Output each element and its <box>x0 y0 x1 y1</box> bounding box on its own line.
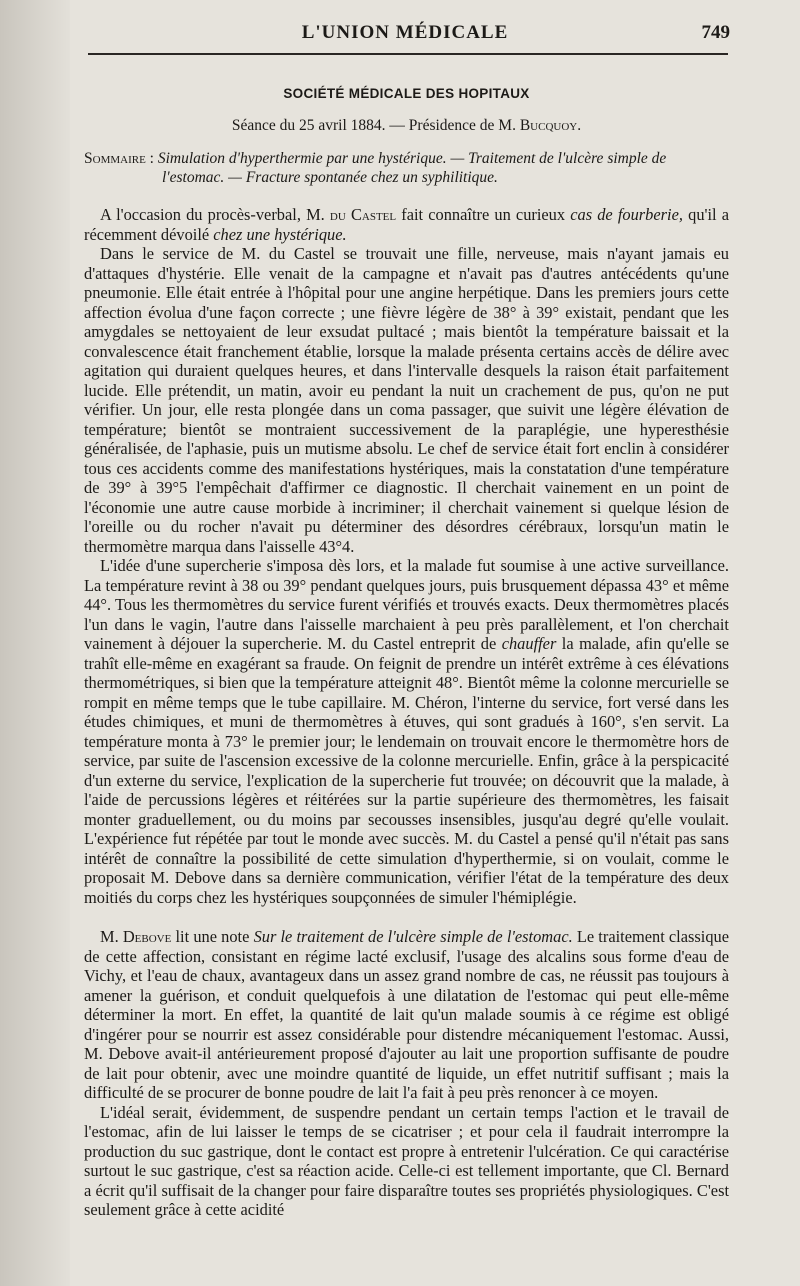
summary <box>84 149 729 187</box>
session-president: Bucquoy. <box>519 116 582 134</box>
paragraph-4 <box>84 927 729 1103</box>
p3-emphasis: chauffer <box>501 634 557 653</box>
p4-emphasis: Sur le traitement de l'ulcère simple de l'estomac. <box>253 927 573 946</box>
paragraph-1 <box>84 205 729 244</box>
p4-text-a: M. <box>100 927 123 946</box>
paragraph-2: Dans le service de M. du Castel se trouvait une fille, nerveuse, mais n'ayant jamais eu d'attaques d'hystérie. Elle venait de la campagne et n'avait pas d'autres antécédents qu'une pneumonie. Elle était entrée à l'hôpital pour une angine herpétique. Dans les premiers jours cette affection évolua d'une façon correcte ; une fièvre légère de 38° à 39° existait, pendant que les amygdales se nettoyaient de leur exsudat pultacé ; mais bientôt la température baissait et la convalescence était franchement établie, lorsque la malade présenta certains accès de délire avec agitation qui duraient quelques heures, et dans l'intervalle desquels la raison était parfaitement lucide. Elle prétendit, un matin, avoir eu pendant la nuit un crachement de pus, qu'on ne put vérifier. Un jour, elle resta plongée dans un coma passager, que suivit une légère élévation de température; bientôt se montraient successivement de la paraplégie, une hyperesthésie généralisée, de l'aphasie, puis un mutisme absolu. Le chef de service était fort enclin à considérer tous ces accidents comme des manifestations hystériques, mais la constatation d'une température de 39° à 39°5 l'empêchait d'affirmer ce diagnostic. Il cherchait vainement en un point de l'économie une autre cause morbide à incriminer; il cherchait vainement si quelque lésion de l'oreille ou du rocher n'avait pu déterminer des désordres cérébraux, lorsqu'un matin le thermomètre marqua dans l'aisselle 43°4. <box>84 244 729 556</box>
p1-text-a: A l'occasion du procès-verbal, M. <box>100 205 330 224</box>
page-number: 749 <box>701 22 730 43</box>
p3-text-a: L'idée d'une supercherie s'imposa dès lors, et la malade fut soumise à une active surveillance. La température revint à 38 ou 39° pendant quelques jours, puis brusquement dépassa 43° et même 44°. Tous les thermomètres du service furent vérifiés et trouvés exacts. Deux thermomètres placés l'un dans le vagin, l'autre dans l'aisselle marchaient à peu près parallèlement, et l'on cherchait vainement à déjouer la supercherie. M. du Castel entreprit de <box>84 556 729 653</box>
p1-text-c: qu'il a récemment dévoilé <box>84 205 730 244</box>
section-title: SOCIÉTÉ MÉDICALE DES HOPITAUX <box>283 86 530 101</box>
p1-name: du Castel <box>329 205 397 224</box>
p3-text-b: la malade, afin qu'elle se trahît elle-même en exagérant sa fraude. On feignit de prendre un intérêt extrême à ces élévations thermométriques, si bien que la température atteignit 48°. Bientôt même la colonne mercurielle se rompit en même temps que le tube capillaire. M. Chéron, l'interne du service, fort versé dans les études chimiques, et muni de thermomètres à étuves, qui sont gradués à 160°, s'en servit. La température monta à 73° le premier jour; le lendemain on trouvait encore le thermomètre hors de service, par suite de l'ascension excessive de la colonne mercurielle. Enfin, grâce à la perspicacité d'un externe du service, l'explication de la supercherie fut trouvée; on découvrit que la malade, à l'aide de percussions légères et réitérées sur la partie supérieure des thermomètres, les faisait monter graduellement, ou du moins par secousses insensibles, jusqu'au degré qu'elle voulait. L'expérience fut répétée par tout le monde avec succès. M. du Castel a pensé qu'il n'était pas sans intérêt de connaître la possibilité de cette simulation d'hyperthermie, si on voulait, comme le proposait M. Debove dans sa dernière communication, vérifier l'état de la température des deux moitiés du corps chez les hystériques soupçonnées de simuler l'hémiplégie. <box>84 634 729 907</box>
session-line <box>84 116 729 136</box>
p1-text-b: fait connaître un curieux <box>396 205 571 224</box>
p4-text-b: lit une note <box>171 927 254 946</box>
running-head <box>80 22 730 46</box>
p4-text-c: Le traitement classique de cette affection, consistant en régime lacté exclusif, l'usage des alcalins sous forme d'eau de Vichy, et l'eau de chaux, avantageux dans un assez grand nombre de cas, ne réussit pas toujours à amener la guérison, et conduit quelquefois à une dilatation de l'estomac qui peut elle-même déterminer la mort. En effet, la quantité de lait qu'un malade soumis à ce régime est obligé d'ingérer pour se nourrir est assez considérable pour distendre mécaniquement l'estomac. Aussi, M. Debove avait-il antérieurement proposé d'ajouter au lait une proportion suffisante de poudre de lait pour obtenir, avec une moindre quantité de liquide, un effet nutritif suffisant ; mais la difficulté de se procurer de bonne poudre de lait l'a fait à peu près renoncer à ce moyen. <box>84 927 729 1102</box>
paragraph-5: L'idéal serait, évidemment, de suspendre pendant un certain temps l'action et le travail de l'estomac, afin de lui laisser le temps de se cicatriser ; et pour cela il faudrait interrompre la production du suc gastrique, dont le contact est propre à entretenir l'ulcération. Ce qui caractérise surtout le suc gastrique, c'est sa réaction acide. Celle-ci est tellement importante, que Cl. Bernard a écrit qu'il suffisait de la changer pour faire disparaître toutes ses propriétés physiologiques. C'est seulement grâce à cette acidité <box>84 1102 729 1219</box>
p1-emphasis-1: cas de fourberie, <box>570 205 683 224</box>
summary-items: Simulation d'hyperthermie par une hystérique. — Traitement de l'ulcère simple de l'estomac. — Fracture spontanée chez un syphilitique. <box>157 150 667 186</box>
session-date: Séance du 25 avril 1884. — Présidence de M. <box>231 116 520 134</box>
binding-gutter <box>0 0 70 1286</box>
p4-name: Debove <box>122 927 172 946</box>
article-body <box>84 84 729 1220</box>
paragraph-3 <box>84 556 729 907</box>
p1-emphasis-2: chez une hystérique. <box>213 224 347 244</box>
journal-title: L'UNION MÉDICALE <box>301 22 509 43</box>
summary-label: Sommaire : <box>84 150 158 167</box>
header-rule <box>88 53 728 55</box>
